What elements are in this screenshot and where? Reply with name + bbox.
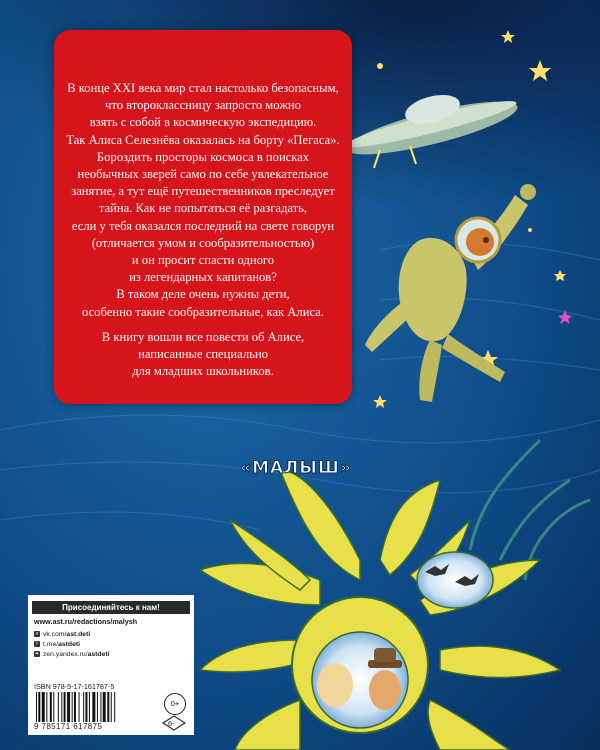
- barcode-bar: [97, 692, 98, 722]
- publisher-logo: [226, 454, 366, 480]
- description-line: из легендарных капитанов?: [129, 270, 277, 285]
- social-link-prefix: zen.yandex.ru/: [43, 650, 88, 658]
- telegram-icon: t: [34, 641, 40, 647]
- barcode-bar: [38, 692, 40, 722]
- barcode-bar: [67, 692, 70, 722]
- description-line: взять с собой в космическую экспедицию.: [89, 115, 317, 130]
- social-link-prefix: t.me/: [43, 640, 59, 648]
- barcode-bar: [83, 692, 84, 722]
- description-line: необычных зверей само по себе увлекательное: [77, 167, 329, 182]
- social-link-handle: astdeti: [58, 640, 81, 648]
- barcode-bar: [64, 692, 66, 722]
- vk-icon: v: [35, 631, 39, 637]
- barcode-bar: [61, 692, 62, 722]
- imprint-info-box: [28, 595, 194, 735]
- barcode-bar: [85, 692, 87, 722]
- social-link-handle: astdeti: [87, 650, 110, 658]
- description-paragraph-contents: [54, 329, 352, 381]
- description-line: написанные специально: [138, 347, 268, 362]
- description-line: тайна. Как не попытаться её разгадать,: [98, 201, 308, 216]
- barcode-number: 9 785171 617875: [34, 722, 103, 731]
- barcode: [34, 692, 152, 722]
- publisher-website[interactable]: www.ast.ru/redactions/malysh: [34, 617, 138, 626]
- barcode-bar: [50, 692, 52, 722]
- description-line: В конце XXI века мир стал настолько безопасным,: [67, 81, 339, 95]
- isbn-number: ISBN 978-5-17-161787-5: [34, 682, 115, 691]
- description-line: что второклассницу запросто можно: [105, 98, 301, 113]
- social-link-zen[interactable]: [34, 649, 110, 659]
- barcode-bar: [103, 692, 106, 722]
- barcode-bar: [42, 692, 45, 722]
- description-line: и он просит спасти одного: [131, 253, 275, 268]
- description-line: В книгу вошли все повести об Алисе,: [101, 329, 305, 344]
- barcode-bar: [72, 692, 73, 722]
- social-links: [34, 629, 110, 659]
- social-link-telegram[interactable]: [34, 639, 110, 649]
- barcode-bar: [53, 692, 54, 722]
- description-line: Бороздить просторы космоса в поисках: [96, 149, 310, 164]
- barcode-bar: [107, 692, 109, 722]
- description-paragraph-main: [54, 80, 352, 321]
- age-rating-badge: 0+: [164, 693, 186, 715]
- barcode-bar: [89, 692, 90, 722]
- barcode-bar: [79, 692, 80, 722]
- description-line: если у тебя оказался последний на свете говорун: [71, 218, 335, 233]
- barcode-bar: [114, 692, 115, 722]
- barcode-bar: [46, 692, 47, 722]
- join-us-label: Присоединяйтесь к нам!: [32, 601, 190, 614]
- barcode-bar: [111, 692, 112, 722]
- publisher-logo-text: «МАЛЫШ»: [240, 458, 352, 478]
- description-line: для младших школьников.: [132, 364, 274, 379]
- social-link-prefix: vk.com/: [43, 630, 67, 638]
- description-line: Так Алиса Селезнёва оказалась на борту «Пегаса».: [66, 132, 340, 147]
- description-line: занятие, а тут ещё путешественников преследует: [71, 184, 335, 199]
- age-recommendation-text: 6-: [168, 719, 175, 728]
- barcode-bar: [36, 692, 37, 722]
- barcode-bar: [100, 692, 101, 722]
- description-line: особенно такие сообразительные, как Алиса.: [82, 304, 324, 319]
- barcode-bar: [58, 692, 59, 722]
- barcode-bar: [74, 692, 76, 722]
- description-line: В таком деле очень нужны дети,: [116, 287, 290, 302]
- zen-icon: ✦: [34, 651, 40, 657]
- social-link-handle: ast.deti: [66, 630, 91, 638]
- barcode-bar: [92, 692, 95, 722]
- book-description: [54, 80, 352, 380]
- social-link-vk[interactable]: [34, 629, 110, 639]
- description-line: (отличается умом и сообразительностью): [91, 235, 315, 250]
